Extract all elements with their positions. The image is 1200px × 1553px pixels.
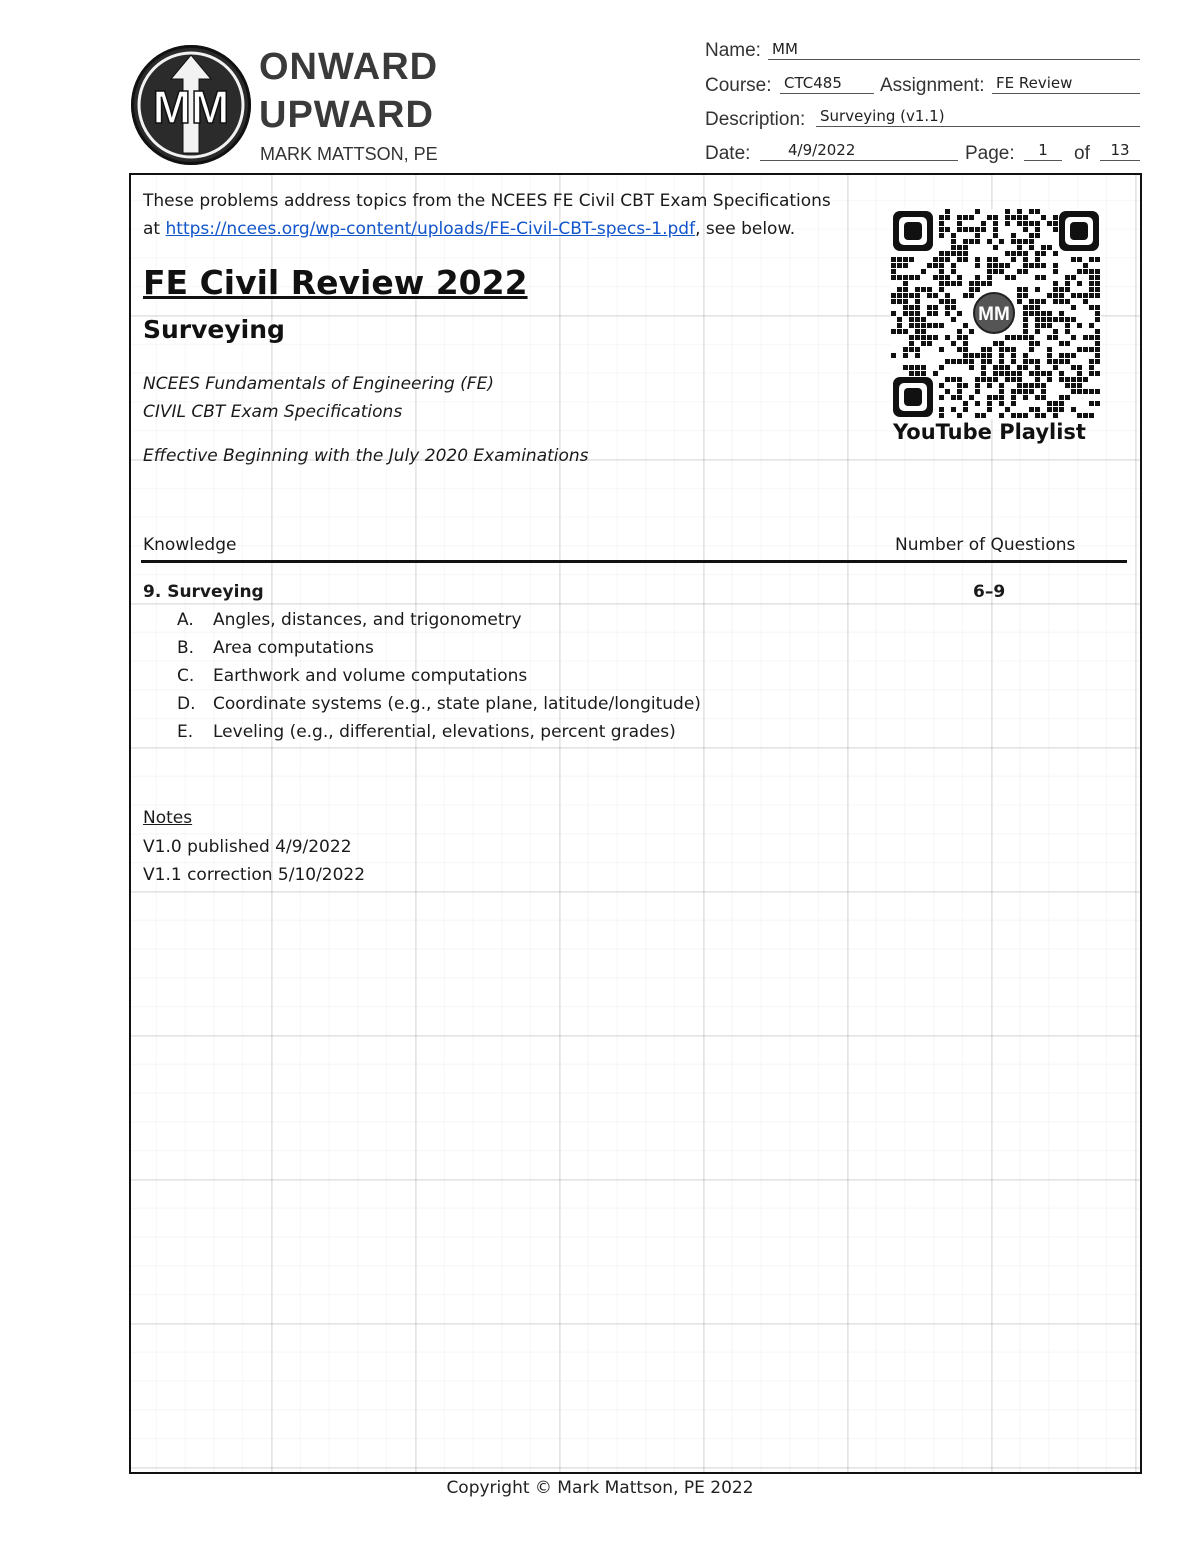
list-item: Area computations: [213, 638, 374, 658]
intro-suffix: , see below.: [695, 219, 796, 239]
list-item: Coordinate systems (e.g., state plane, latitude/longitude): [213, 694, 701, 714]
up-arrow-icon: [131, 45, 251, 165]
date-label: Date:: [705, 143, 751, 164]
name-field[interactable]: MM: [768, 38, 1140, 60]
list-item: Angles, distances, and trigonometry: [213, 610, 522, 630]
assignment-label: Assignment:: [880, 75, 985, 96]
list-item: Leveling (e.g., differential, elevations, percent grades): [213, 722, 676, 742]
course-field[interactable]: CTC485: [780, 72, 874, 94]
name-label: Name:: [705, 40, 761, 61]
qr-code-icon[interactable]: [891, 209, 1101, 419]
description-label: Description:: [705, 109, 806, 130]
course-label: Course:: [705, 75, 772, 96]
page-total-field[interactable]: 13: [1100, 139, 1140, 161]
list-item-letter: C.: [177, 666, 195, 686]
list-item-letter: D.: [177, 694, 196, 714]
list-item-letter: A.: [177, 610, 194, 630]
header-rule: [141, 560, 1127, 563]
brand-line-onward: ONWARD: [259, 46, 439, 88]
col-header-knowledge: Knowledge: [143, 535, 237, 555]
section-question-count: 6–9: [973, 582, 1006, 602]
section-title: 9. Surveying: [143, 582, 264, 602]
intro-prefix: at: [143, 219, 166, 239]
worksheet-area: [129, 173, 1142, 1474]
page-number-field[interactable]: 1: [1024, 139, 1062, 161]
page-label: Page:: [965, 143, 1015, 164]
spec-line-3: Effective Beginning with the July 2020 Examinations: [143, 446, 589, 466]
note-line: V1.1 correction 5/10/2022: [143, 865, 366, 885]
date-field[interactable]: 4/9/2022: [760, 139, 958, 161]
intro-line-1: These problems address topics from the NCEES FE Civil CBT Exam Specifications: [143, 191, 831, 211]
brand-line-upward: UPWARD: [259, 94, 434, 136]
qr-center-logo: MM: [978, 304, 1010, 325]
logo-text: MM: [152, 81, 230, 133]
brand-name: MARK MATTSON, PE: [260, 144, 438, 164]
note-line: V1.0 published 4/9/2022: [143, 837, 352, 857]
description-field[interactable]: Surveying (v1.1): [816, 105, 1140, 127]
page-subtitle: Surveying: [143, 315, 285, 344]
spec-line-1: NCEES Fundamentals of Engineering (FE): [143, 374, 494, 394]
list-item: Earthwork and volume computations: [213, 666, 528, 686]
ncees-spec-link[interactable]: https://ncees.org/wp-content/uploads/FE-Civil-CBT-specs-1.pdf: [165, 219, 696, 239]
list-item-letter: E.: [177, 722, 194, 742]
qr-label: YouTube Playlist: [893, 420, 1086, 444]
page-title: FE Civil Review 2022: [143, 263, 528, 302]
notes-heading: Notes: [143, 808, 193, 828]
assignment-field[interactable]: FE Review: [992, 72, 1140, 94]
list-item-letter: B.: [177, 638, 195, 658]
of-label: of: [1074, 143, 1090, 164]
copyright-footer: Copyright © Mark Mattson, PE 2022: [446, 1478, 754, 1498]
intro-line-2: [143, 219, 795, 239]
spec-line-2: CIVIL CBT Exam Specifications: [143, 402, 403, 422]
col-header-questions: Number of Questions: [895, 535, 1076, 555]
